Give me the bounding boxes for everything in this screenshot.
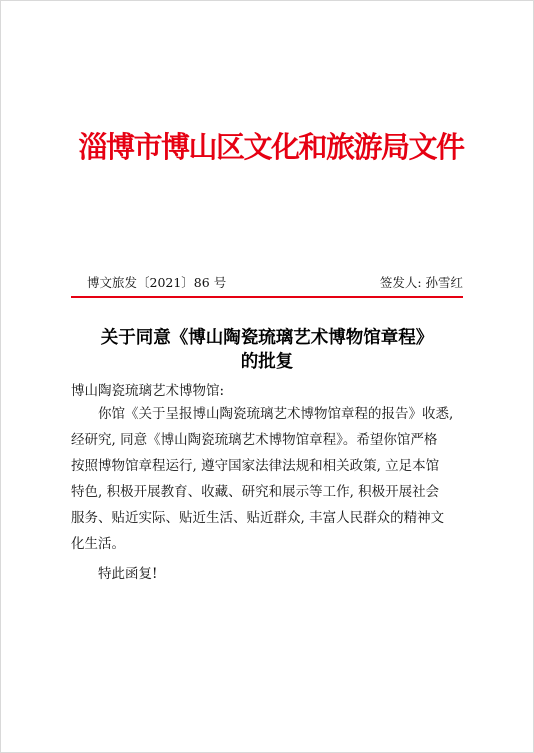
addressee: 博山陶瓷琉璃艺术博物馆:	[71, 383, 225, 399]
signer-label: 签发人: 孙雪红	[379, 275, 463, 290]
closing-remark: 特此函复!	[98, 566, 158, 582]
document-meta	[71, 273, 463, 293]
body-line: 服务、贴近实际、贴近生活、贴近群众, 丰富人民群众的精神文	[71, 510, 445, 526]
body-line: 化生活。	[71, 536, 125, 552]
document-title-line-2: 的批复	[240, 352, 294, 372]
issuer-header-title: 淄博市博山区文化和旅游局文件	[78, 130, 464, 164]
body-line: 经研究, 同意《博山陶瓷琉璃艺术博物馆章程》。希望你馆严格	[71, 432, 438, 448]
body-line: 按照博物馆章程运行, 遵守国家法律法规和相关政策, 立足本馆	[71, 458, 440, 474]
body-paragraph	[71, 401, 465, 557]
document-title	[67, 326, 467, 374]
body-line: 你馆《关于呈报博山陶瓷琉璃艺术博物馆章程的报告》收悉,	[98, 406, 454, 422]
document-title-line-1: 关于同意《博山陶瓷琉璃艺术博物馆章程》	[100, 328, 434, 348]
red-separator-line	[71, 296, 463, 298]
body-line: 特色, 积极开展教育、收藏、研究和展示等工作, 积极开展社会	[71, 484, 440, 500]
document-number: 博文旅发〔2021〕86 号	[87, 275, 227, 290]
